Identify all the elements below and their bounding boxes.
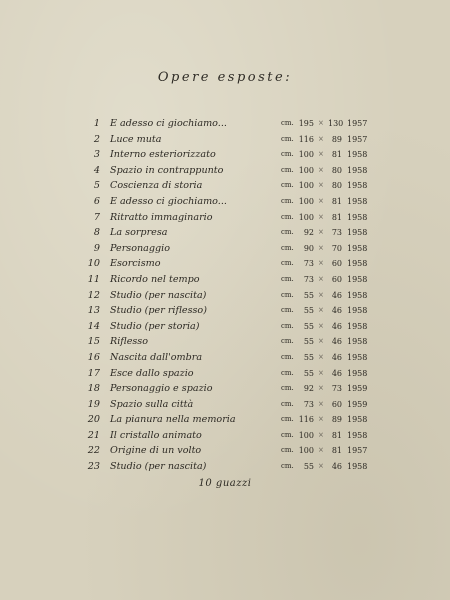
work-title: Interno esteriorizzato: [110, 149, 216, 161]
work-year: 1958: [347, 165, 368, 175]
unit-label: cm.: [281, 243, 294, 252]
work-row: [0, 225, 450, 241]
work-width: 195: [298, 119, 314, 128]
times-symbol: ×: [318, 119, 324, 127]
work-height: 73: [331, 228, 342, 238]
work-number: 5: [93, 180, 100, 192]
work-number: 14: [87, 320, 100, 332]
unit-label: cm.: [281, 196, 294, 205]
work-height: 80: [331, 181, 342, 191]
work-number: 20: [87, 414, 100, 426]
work-height: 46: [331, 321, 342, 331]
work-title: Luce muta: [110, 133, 162, 145]
unit-label: cm.: [281, 352, 294, 361]
work-year: 1957: [347, 446, 368, 456]
work-year: 1959: [347, 384, 368, 394]
times-symbol: ×: [318, 165, 324, 174]
work-height: 46: [331, 306, 342, 316]
work-width: 73: [303, 259, 314, 269]
work-title: Personaggio: [110, 242, 171, 254]
times-symbol: ×: [318, 337, 324, 346]
work-width: 92: [303, 228, 314, 238]
work-width: 100: [298, 181, 314, 191]
work-height: 60: [331, 399, 342, 409]
footer-note: 10 guazzi: [198, 478, 252, 489]
work-number: 10: [87, 258, 100, 270]
times-symbol: ×: [318, 212, 324, 221]
times-symbol: ×: [318, 290, 324, 299]
work-width: 55: [303, 306, 314, 316]
work-year: 1958: [347, 243, 368, 253]
work-year: 1958: [347, 228, 368, 238]
work-number: 23: [87, 461, 100, 473]
work-height: 81: [331, 430, 342, 440]
unit-label: cm.: [281, 430, 294, 439]
work-year: 1958: [347, 290, 368, 300]
work-title: La sorpresa: [110, 227, 168, 239]
work-width: 100: [298, 212, 314, 222]
work-title: Studio (per nascita): [110, 289, 207, 301]
times-symbol: ×: [318, 196, 324, 205]
work-year: 1958: [347, 212, 368, 222]
work-title: Coscienza di storia: [110, 180, 203, 192]
work-row: [0, 366, 450, 382]
work-title: La pianura nella memoria: [110, 414, 236, 426]
work-width: 100: [298, 446, 314, 456]
work-row: [0, 319, 450, 335]
work-width: 116: [298, 134, 314, 144]
unit-label: cm.: [281, 181, 294, 190]
work-year: 1958: [347, 306, 368, 316]
work-year: 1958: [347, 196, 368, 206]
work-title: Studio (per storia): [110, 320, 200, 332]
work-height: 81: [331, 212, 342, 222]
work-number: 4: [93, 164, 100, 176]
work-row: [0, 178, 450, 194]
work-row: [0, 303, 450, 319]
unit-label: cm.: [281, 306, 294, 315]
work-title: Esce dallo spazio: [110, 367, 194, 379]
unit-label: cm.: [281, 384, 294, 393]
work-number: 8: [93, 227, 100, 239]
work-row: [0, 397, 450, 413]
work-row: [0, 334, 450, 350]
work-title: Origine di un volto: [110, 445, 202, 457]
unit-label: cm.: [281, 446, 294, 455]
work-width: 55: [303, 321, 314, 331]
times-symbol: ×: [318, 306, 324, 315]
unit-label: cm.: [281, 321, 294, 330]
works-list: [0, 116, 450, 475]
work-row: [0, 210, 450, 226]
work-year: 1958: [347, 462, 368, 472]
work-title: Esorcismo: [110, 258, 161, 270]
work-height: 46: [331, 462, 342, 472]
work-number: 17: [87, 367, 100, 379]
work-row: [0, 288, 450, 304]
unit-label: cm.: [281, 337, 294, 346]
work-height: 46: [331, 290, 342, 300]
work-title: Nascita dall'ombra: [110, 351, 203, 363]
work-height: 46: [331, 368, 342, 378]
work-number: 12: [87, 289, 100, 301]
work-width: 100: [298, 150, 314, 160]
unit-label: cm.: [281, 134, 294, 143]
work-title: Studio (per nascita): [110, 461, 207, 473]
work-year: 1958: [347, 368, 368, 378]
work-row: [0, 241, 450, 257]
work-width: 55: [303, 352, 314, 362]
work-row: [0, 381, 450, 397]
work-height: 89: [331, 134, 342, 144]
work-number: 16: [87, 351, 100, 363]
work-row: [0, 163, 450, 179]
work-height: 89: [331, 415, 342, 425]
times-symbol: ×: [318, 259, 324, 268]
work-number: 3: [93, 149, 100, 161]
unit-label: cm.: [281, 368, 294, 377]
unit-label: cm.: [281, 165, 294, 174]
work-number: 19: [87, 398, 100, 410]
work-year: 1957: [347, 119, 368, 128]
work-title: Studio (per riflesso): [110, 305, 207, 317]
work-width: 55: [303, 337, 314, 347]
work-number: 2: [93, 133, 100, 145]
work-width: 73: [303, 399, 314, 409]
work-row: [0, 412, 450, 428]
times-symbol: ×: [318, 368, 324, 377]
work-height: 70: [331, 243, 342, 253]
work-year: 1958: [347, 150, 368, 160]
work-row: [0, 116, 450, 132]
work-width: 116: [298, 415, 314, 425]
unit-label: cm.: [281, 212, 294, 221]
unit-label: cm.: [281, 119, 294, 127]
work-row: [0, 443, 450, 459]
work-height: 130: [328, 119, 344, 128]
work-height: 46: [331, 337, 342, 347]
work-number: 13: [87, 305, 100, 317]
work-height: 81: [331, 196, 342, 206]
unit-label: cm.: [281, 415, 294, 424]
work-width: 55: [303, 462, 314, 472]
times-symbol: ×: [318, 181, 324, 190]
unit-label: cm.: [281, 462, 294, 471]
times-symbol: ×: [318, 462, 324, 471]
unit-label: cm.: [281, 274, 294, 283]
work-number: 15: [87, 336, 100, 348]
times-symbol: ×: [318, 228, 324, 237]
work-title: E adesso ci giochiamo...: [110, 195, 227, 207]
times-symbol: ×: [318, 430, 324, 439]
work-width: 92: [303, 384, 314, 394]
work-title: Spazio in contrappunto: [110, 164, 224, 176]
work-width: 55: [303, 290, 314, 300]
times-symbol: ×: [318, 134, 324, 143]
work-width: 55: [303, 368, 314, 378]
times-symbol: ×: [318, 321, 324, 330]
work-title: Personaggio e spazio: [110, 383, 213, 395]
work-row: [0, 428, 450, 444]
work-row: [0, 147, 450, 163]
work-title: E adesso ci giochiamo...: [110, 118, 227, 129]
work-year: 1958: [347, 274, 368, 284]
work-year: 1958: [347, 415, 368, 425]
work-title: Ricordo nel tempo: [110, 273, 200, 285]
work-row: [0, 459, 450, 475]
work-year: 1957: [347, 134, 368, 144]
work-width: 100: [298, 196, 314, 206]
work-title: Riflesso: [110, 336, 148, 348]
times-symbol: ×: [318, 399, 324, 408]
work-title: Spazio sulla città: [110, 398, 194, 410]
work-number: 11: [87, 273, 100, 285]
work-number: 9: [93, 242, 100, 254]
work-height: 80: [331, 165, 342, 175]
work-width: 100: [298, 165, 314, 175]
work-year: 1958: [347, 259, 368, 269]
work-title: Ritratto immaginario: [110, 211, 213, 223]
work-height: 81: [331, 446, 342, 456]
work-year: 1958: [347, 430, 368, 440]
unit-label: cm.: [281, 228, 294, 237]
work-number: 18: [87, 383, 100, 395]
work-height: 73: [331, 384, 342, 394]
times-symbol: ×: [318, 415, 324, 424]
unit-label: cm.: [281, 290, 294, 299]
work-width: 73: [303, 274, 314, 284]
times-symbol: ×: [318, 150, 324, 159]
times-symbol: ×: [318, 446, 324, 455]
work-height: 81: [331, 150, 342, 160]
unit-label: cm.: [281, 399, 294, 408]
work-title: Il cristallo animato: [110, 429, 202, 441]
work-row: [0, 350, 450, 366]
work-row: [0, 272, 450, 288]
work-year: 1958: [347, 352, 368, 362]
page-heading: Opere esposte:: [157, 70, 293, 85]
work-height: 60: [331, 274, 342, 284]
work-height: 46: [331, 352, 342, 362]
work-number: 22: [87, 445, 100, 457]
unit-label: cm.: [281, 259, 294, 268]
times-symbol: ×: [318, 274, 324, 283]
times-symbol: ×: [318, 352, 324, 361]
times-symbol: ×: [318, 384, 324, 393]
work-year: 1958: [347, 321, 368, 331]
work-number: 6: [93, 195, 100, 207]
times-symbol: ×: [318, 243, 324, 252]
unit-label: cm.: [281, 150, 294, 159]
work-height: 60: [331, 259, 342, 269]
work-number: 7: [93, 211, 100, 223]
work-year: 1959: [347, 399, 368, 409]
work-width: 90: [303, 243, 314, 253]
work-number: 21: [87, 429, 100, 441]
work-number: 1: [93, 118, 100, 129]
work-row: [0, 194, 450, 210]
work-width: 100: [298, 430, 314, 440]
work-row: [0, 132, 450, 148]
work-year: 1958: [347, 337, 368, 347]
work-year: 1958: [347, 181, 368, 191]
work-row: [0, 256, 450, 272]
